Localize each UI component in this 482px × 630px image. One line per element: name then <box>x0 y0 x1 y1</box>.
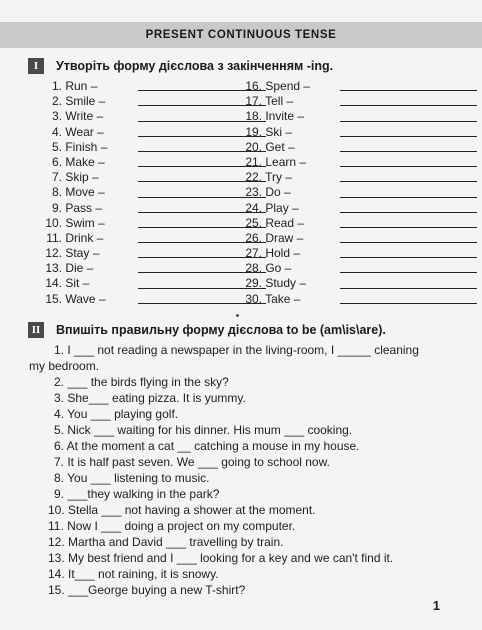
list-item <box>40 261 107 276</box>
section-1-badge: I <box>28 58 44 74</box>
item-number: 28. <box>245 261 262 276</box>
answer-blank[interactable] <box>340 121 477 122</box>
list-item <box>238 140 310 155</box>
sentence: 12. Martha and David ___ travelling by train. <box>48 535 284 549</box>
answer-blank[interactable] <box>340 197 477 198</box>
item-word: Sit – <box>65 276 90 291</box>
list-item <box>238 201 310 216</box>
item-word: Move – <box>65 185 105 200</box>
sentence: 6. At the moment a cat __ catching a mouse in my house. <box>54 439 360 453</box>
list-item <box>40 79 107 94</box>
sentence: 13. My best friend and I ___ looking for a key and we can't find it. <box>48 551 394 565</box>
list-item <box>238 246 310 261</box>
item-number: 30. <box>245 291 262 306</box>
item-number: 19. <box>245 124 262 139</box>
answer-blank[interactable] <box>340 288 477 289</box>
item-number: 9. <box>51 200 62 215</box>
item-word: Drink – <box>65 230 104 245</box>
item-word: Get – <box>265 139 295 154</box>
answer-blank[interactable] <box>340 242 477 243</box>
list-item <box>238 79 310 94</box>
stray-mark <box>236 314 239 317</box>
item-word: Take – <box>265 291 301 306</box>
left-word-column <box>40 79 107 307</box>
item-number: 7. <box>51 170 62 185</box>
item-number: 2. <box>51 94 62 109</box>
sentence: 9. ___they walking in the park? <box>54 487 220 501</box>
list-item <box>238 185 310 200</box>
item-number: 5. <box>51 139 62 154</box>
item-word: Tell – <box>265 94 294 109</box>
list-item <box>238 216 310 231</box>
item-word: Pass – <box>65 200 103 215</box>
list-item <box>40 201 107 216</box>
sentence: 14. It___ not raining, it is snowy. <box>48 567 219 581</box>
section-1-title: Утворіть форму дієслова з закінченням -ing. <box>56 59 334 73</box>
list-item <box>40 109 107 124</box>
page-number: 1 <box>432 598 440 613</box>
item-word: Learn – <box>265 154 307 169</box>
list-item <box>238 155 310 170</box>
right-word-column <box>238 79 310 307</box>
item-word: Finish – <box>65 139 108 154</box>
answer-blank[interactable] <box>340 303 477 304</box>
list-item <box>238 292 310 307</box>
list-item <box>40 125 107 140</box>
item-word: Invite – <box>265 109 305 124</box>
item-word: Write – <box>65 109 104 124</box>
item-number: 1. <box>51 79 62 93</box>
list-item <box>40 231 107 246</box>
item-number: 21. <box>245 154 262 169</box>
item-number: 16. <box>245 79 262 93</box>
item-word: Skip – <box>65 170 99 185</box>
item-word: Read – <box>265 215 305 230</box>
list-item <box>238 231 310 246</box>
answer-blank[interactable] <box>340 166 477 167</box>
section-2-badge: II <box>28 322 44 338</box>
item-number: 26. <box>245 230 262 245</box>
item-number: 29. <box>245 276 262 291</box>
answer-blank[interactable] <box>340 227 477 228</box>
list-item <box>238 94 310 109</box>
list-item <box>238 276 310 291</box>
item-number: 10. <box>45 215 62 230</box>
sentence: 3. She___ eating pizza. It is yummy. <box>54 391 246 405</box>
sentence: 15. ___George buying a new T-shirt? <box>48 583 246 597</box>
sentence: 11. Now I ___ doing a project on my computer. <box>48 519 296 533</box>
page-title: PRESENT CONTINUOUS TENSE <box>145 29 337 41</box>
list-item <box>40 216 107 231</box>
sentence: 1. I ___ not reading a newspaper in the living-room, I _____ cleaning <box>54 343 419 357</box>
item-number: 27. <box>245 246 262 261</box>
list-item <box>238 170 310 185</box>
item-number: 11. <box>46 230 62 245</box>
item-word: Go – <box>265 261 292 276</box>
item-number: 24. <box>245 200 262 215</box>
list-item <box>40 292 107 307</box>
item-number: 25. <box>245 215 262 230</box>
item-number: 22. <box>245 170 262 185</box>
sentence: 10. Stella ___ not having a shower at the moment. <box>48 503 316 517</box>
item-word: Wear – <box>65 124 104 139</box>
sentence: 5. Nick ___ waiting for his dinner. His mum ___ cooking. <box>54 423 353 437</box>
item-word: Make – <box>65 154 105 169</box>
item-word: Spend – <box>265 79 311 93</box>
item-number: 17. <box>245 94 262 109</box>
item-word: Hold – <box>265 246 301 261</box>
item-number: 18. <box>245 109 262 124</box>
sentence: 8. You ___ listening to music. <box>54 471 210 485</box>
item-word: Die – <box>65 261 94 276</box>
item-word: Run – <box>65 79 98 93</box>
item-number: 20. <box>245 139 262 154</box>
item-word: Study – <box>265 276 307 291</box>
item-word: Smile – <box>65 94 106 109</box>
section-2-title: Впишіть правильну форму дієслова to be (am\is\are). <box>56 323 386 337</box>
item-number: 23. <box>245 185 262 200</box>
item-word: Ski – <box>265 124 293 139</box>
sentence: my bedroom. <box>29 359 100 373</box>
answer-blank[interactable] <box>340 136 477 137</box>
item-word: Try – <box>265 170 293 185</box>
item-word: Do – <box>265 185 291 200</box>
list-item <box>238 261 310 276</box>
item-number: 4. <box>51 124 62 139</box>
item-number: 3. <box>51 109 62 124</box>
item-word: Wave – <box>65 291 106 306</box>
item-word: Play – <box>265 200 299 215</box>
sentence: 4. You ___ playing golf. <box>54 407 179 421</box>
item-word: Swim – <box>65 215 105 230</box>
item-number: 14. <box>45 276 62 291</box>
answer-blank[interactable] <box>340 90 477 91</box>
answer-blank[interactable] <box>340 272 477 273</box>
answer-blank[interactable] <box>340 151 477 152</box>
list-item <box>40 140 107 155</box>
list-item <box>40 246 107 261</box>
item-word: Stay – <box>65 246 100 261</box>
list-item <box>40 276 107 291</box>
item-number: 6. <box>51 154 62 169</box>
answer-blank[interactable] <box>340 212 477 213</box>
sentence: 2. ___ the birds flying in the sky? <box>54 375 229 389</box>
list-item <box>40 185 107 200</box>
list-item <box>40 94 107 109</box>
list-item <box>40 155 107 170</box>
list-item <box>40 170 107 185</box>
item-number: 8. <box>51 185 62 200</box>
item-number: 12. <box>45 246 62 261</box>
list-item <box>238 125 310 140</box>
list-item <box>238 109 310 124</box>
sentence: 7. It is half past seven. We ___ going to school now. <box>54 455 330 469</box>
item-word: Draw – <box>265 230 304 245</box>
answer-blank[interactable] <box>340 181 477 182</box>
item-number: 15. <box>45 291 62 306</box>
answer-blank[interactable] <box>340 257 477 258</box>
answer-blank[interactable] <box>340 105 477 106</box>
item-number: 13. <box>45 261 62 276</box>
